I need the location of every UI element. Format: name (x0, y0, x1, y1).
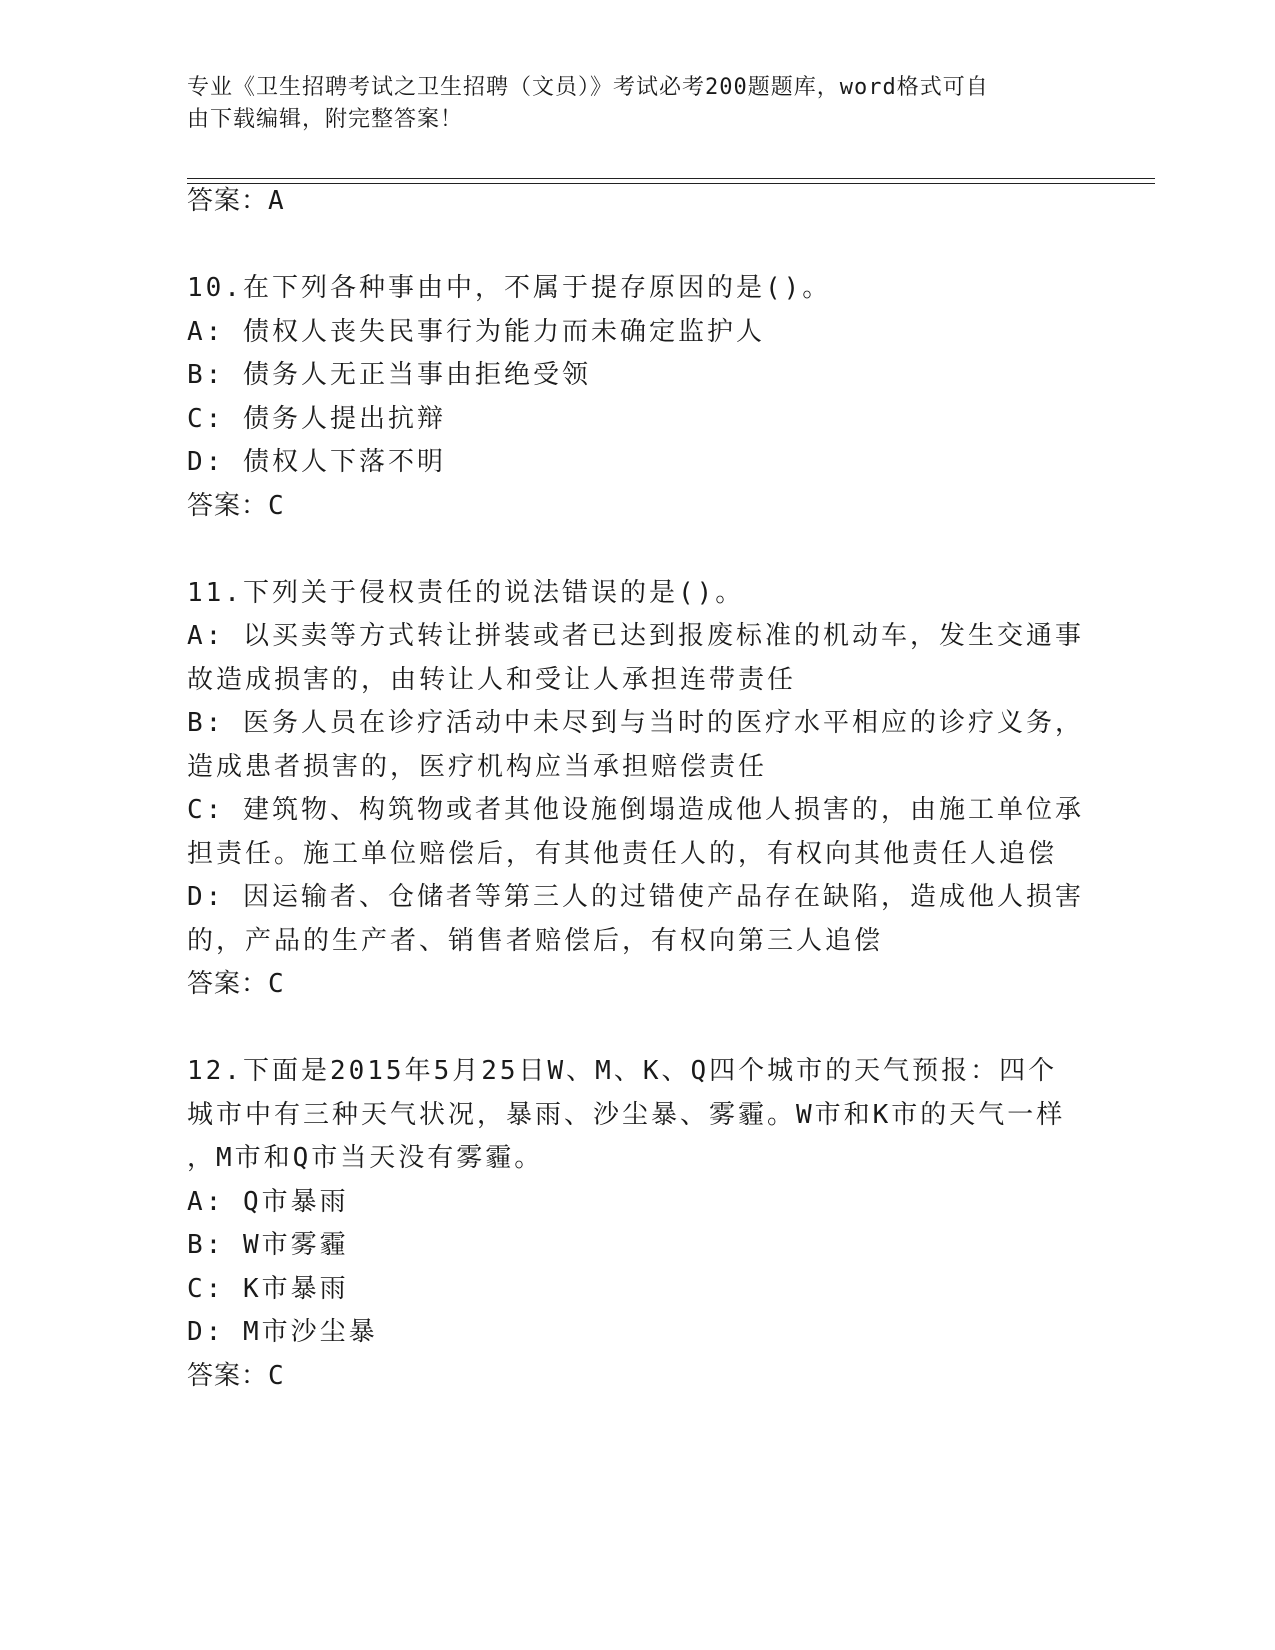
header-line-1: 专业《卫生招聘考试之卫生招聘（文员）》考试必考200题题库，word格式可自 (187, 75, 989, 100)
question-stem-line: 11.下列关于侵权责任的说法错误的是()。 (187, 578, 745, 608)
option-b-line: B: 债务人无正当事由拒绝受领 (187, 360, 591, 390)
option-c-line: C: 债务人提出抗辩 (187, 404, 446, 434)
question-stem-line: ，M市和Q市当天没有雾霾。 (187, 1143, 544, 1173)
question-stem-line: 城市中有三种天气状况，暴雨、沙尘暴、雾霾。W市和K市的天气一样 (187, 1100, 1066, 1130)
header-divider-thin (187, 178, 1155, 179)
option-c-line: C: 建筑物、构筑物或者其他设施倒塌造成他人损害的，由施工单位承 (187, 795, 1084, 825)
answer-value: C (268, 969, 285, 999)
answer-line (187, 488, 1087, 524)
option-c-continuation: 担责任。施工单位赔偿后，有其他责任人的，有权向其他责任人追偿 (187, 839, 1058, 869)
answer-line (187, 183, 1087, 219)
option-d-line: D: M市沙尘暴 (187, 1317, 378, 1347)
answer-value: C (268, 491, 285, 521)
option-d-line: D: 债权人下落不明 (187, 447, 446, 477)
answer-label: 答案： (187, 969, 269, 999)
option-b-line: B: 医务人员在诊疗活动中未尽到与当时的医疗水平相应的诊疗义务， (187, 708, 1084, 738)
document-header (187, 72, 1087, 136)
option-d-line: D: 因运输者、仓储者等第三人的过错使产品存在缺陷，造成他人损害 (187, 882, 1084, 912)
answer-value: C (268, 1361, 285, 1391)
option-a-continuation: 故造成损害的，由转让人和受让人承担连带责任 (187, 665, 797, 695)
option-d-continuation: 的，产品的生产者、销售者赔偿后，有权向第三人追偿 (187, 926, 884, 956)
option-b-line: B: W市雾霾 (187, 1230, 349, 1260)
question-stem-line: 10.在下列各种事由中，不属于提存原因的是()。 (187, 273, 832, 303)
answer-line (187, 966, 1087, 1002)
question-stem-line: 12.下面是2015年5月25日W、M、K、Q四个城市的天气预报：四个 (187, 1056, 1058, 1086)
option-a-line: A: 债权人丧失民事行为能力而未确定监护人 (187, 317, 765, 347)
option-a-line: A: Q市暴雨 (187, 1187, 349, 1217)
header-line-2: 由下载编辑，附完整答案！ (187, 107, 464, 132)
answer-label: 答案： (187, 186, 269, 216)
answer-line (187, 1358, 1087, 1394)
option-c-line: C: K市暴雨 (187, 1274, 349, 1304)
answer-label: 答案： (187, 491, 269, 521)
option-b-continuation: 造成患者损害的，医疗机构应当承担赔偿责任 (187, 752, 768, 782)
answer-value: A (268, 186, 285, 216)
option-a-line: A: 以买卖等方式转让拼装或者已达到报废标准的机动车，发生交通事 (187, 621, 1084, 651)
answer-label: 答案： (187, 1361, 269, 1391)
